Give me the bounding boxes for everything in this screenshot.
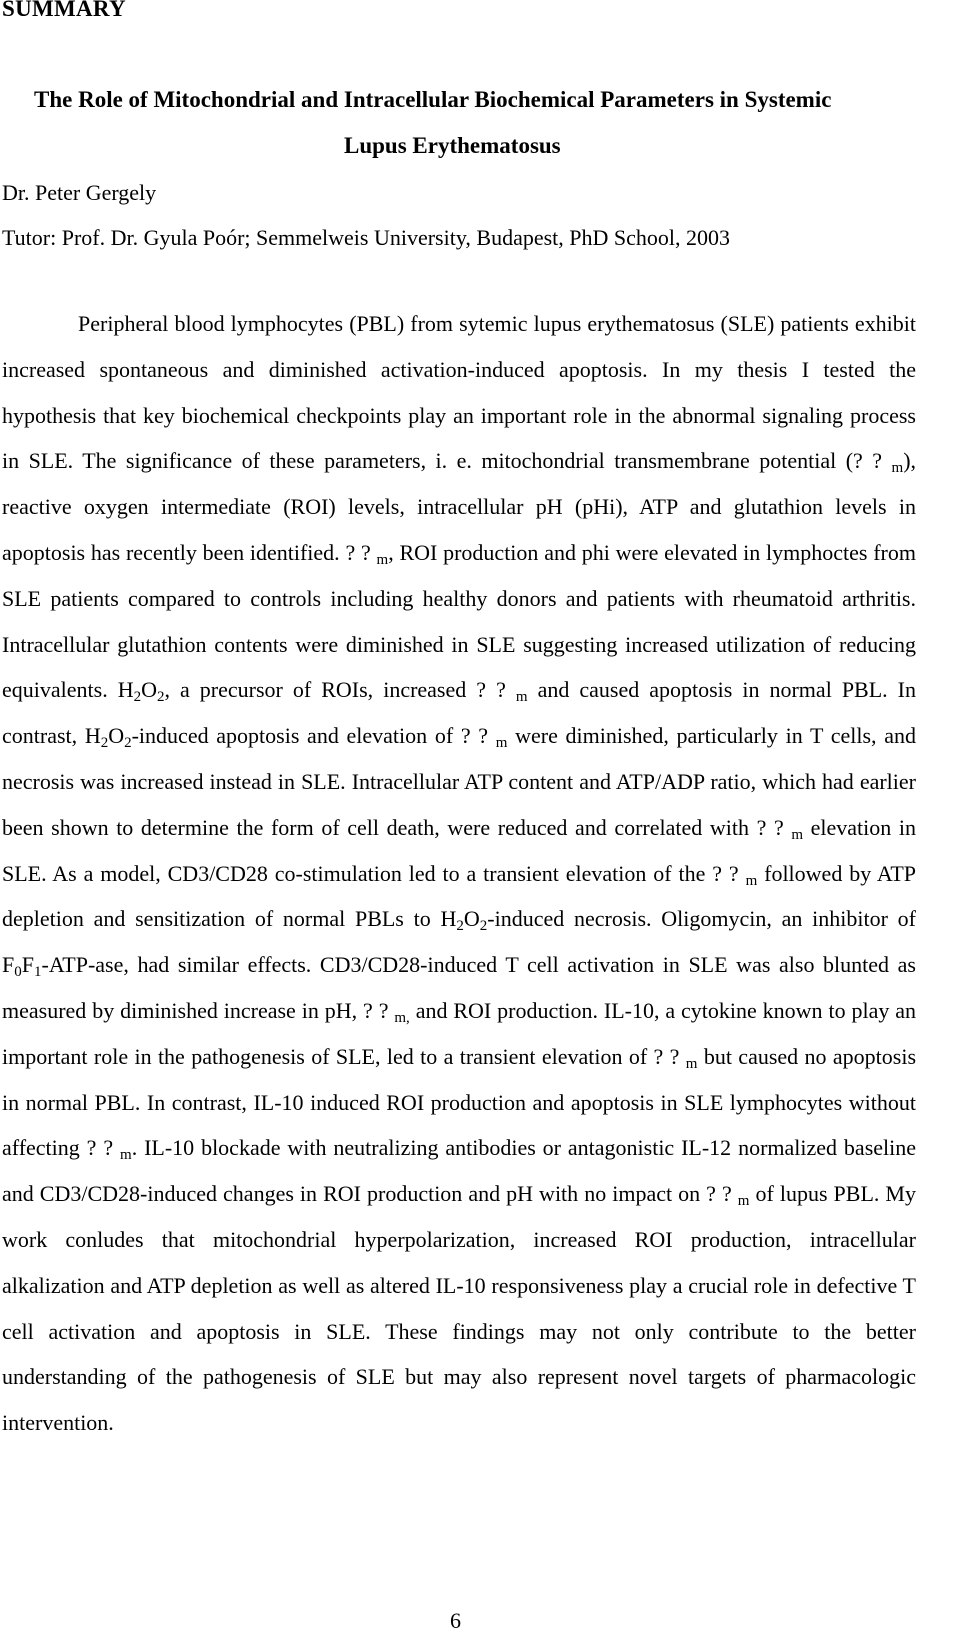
abstract-body <box>2 301 916 1446</box>
thesis-title-line-2: Lupus Erythematosus <box>344 133 561 158</box>
section-heading: SUMMARY <box>2 0 126 21</box>
page-number: 6 <box>450 1608 461 1633</box>
thesis-title-line-1: The Role of Mitochondrial and Intracellular Biochemical Parameters in Systemic <box>34 87 832 112</box>
abstract-paragraph: Peripheral blood lymphocytes (PBL) from sytemic lupus erythematosus (SLE) patients exhibit increased spontaneous and diminished activation-induced apoptosis. In my thesis I tested the hypothesis that key biochemical checkpoints play an important role in the abnormal signaling process in SLE. The significance of these parameters, i. e. mitochondrial transmembrane potential (? ? $_m$), reactive oxygen intermediate (ROI) levels, intracellular pH (pHi), ATP and glutathion levels in apoptosis has recently been identified. ? ? $_m$, ROI production and phi were elevated in lymphoctes from SLE patients compared to controls including healthy donors and patients with rheumatoid arthritis. Intracellular glutathion contents were diminished in SLE suggesting increased utilization of reducing equivalents. $H_2O_2$, a precursor of ROIs, increased ? ? $_m$ and caused apoptosis in normal PBL. In contrast, $H_2O_2$-induced apoptosis and elevation of ? ? $_m$ were diminished, particularly in T cells, and necrosis was increased instead in SLE. Intracellular ATP content and ATP/ADP ratio, which had earlier been shown to determine the form of cell death, were reduced and correlated with ? ? $_m$ elevation in SLE. As a model, CD3/CD28 co-stimulation led to a transient elevation of the ? ? $_m$ followed by ATP depletion and sensitization of normal PBLs to $H_2O_2$-induced necrosis. Oligomycin, an inhibitor of $F_0F_1-ATP$-ase, had similar effects. CD3/CD28-induced T cell activation in SLE was also blunted as measured by diminished increase in pH, ? ? $_{m,}$ and ROI production. IL-10, a cytokine known to play an important role in the pathogenesis of SLE, led to a transient elevation of ? ? $_m$ but caused no apoptosis in normal PBL. In contrast, IL-10 induced ROI production and apoptosis in SLE lymphocytes without affecting ? ? $_m$. IL-10 blockade with neutralizing antibodies or antagonistic IL-12 normalized baseline and CD3/CD28-induced changes in ROI production and pH with no impact on ? ? $_m$ of lupus PBL. My work conludes that mitochondrial hyperpolarization, increased ROI production, intracellular alkalization and ATP depletion as well as altered IL-10 responsiveness play a crucial role in defective T cell activation and apoptosis in SLE. These findings may not only contribute to the better understanding of the pathogenesis of SLE but may also represent novel targets of pharmacologic intervention. <box>2 311 917 1436</box>
tutor-line: Tutor: Prof. Dr. Gyula Poór; Semmelweis University, Budapest, PhD School, 2003 <box>2 225 731 250</box>
author-line: Dr. Peter Gergely <box>2 180 157 205</box>
